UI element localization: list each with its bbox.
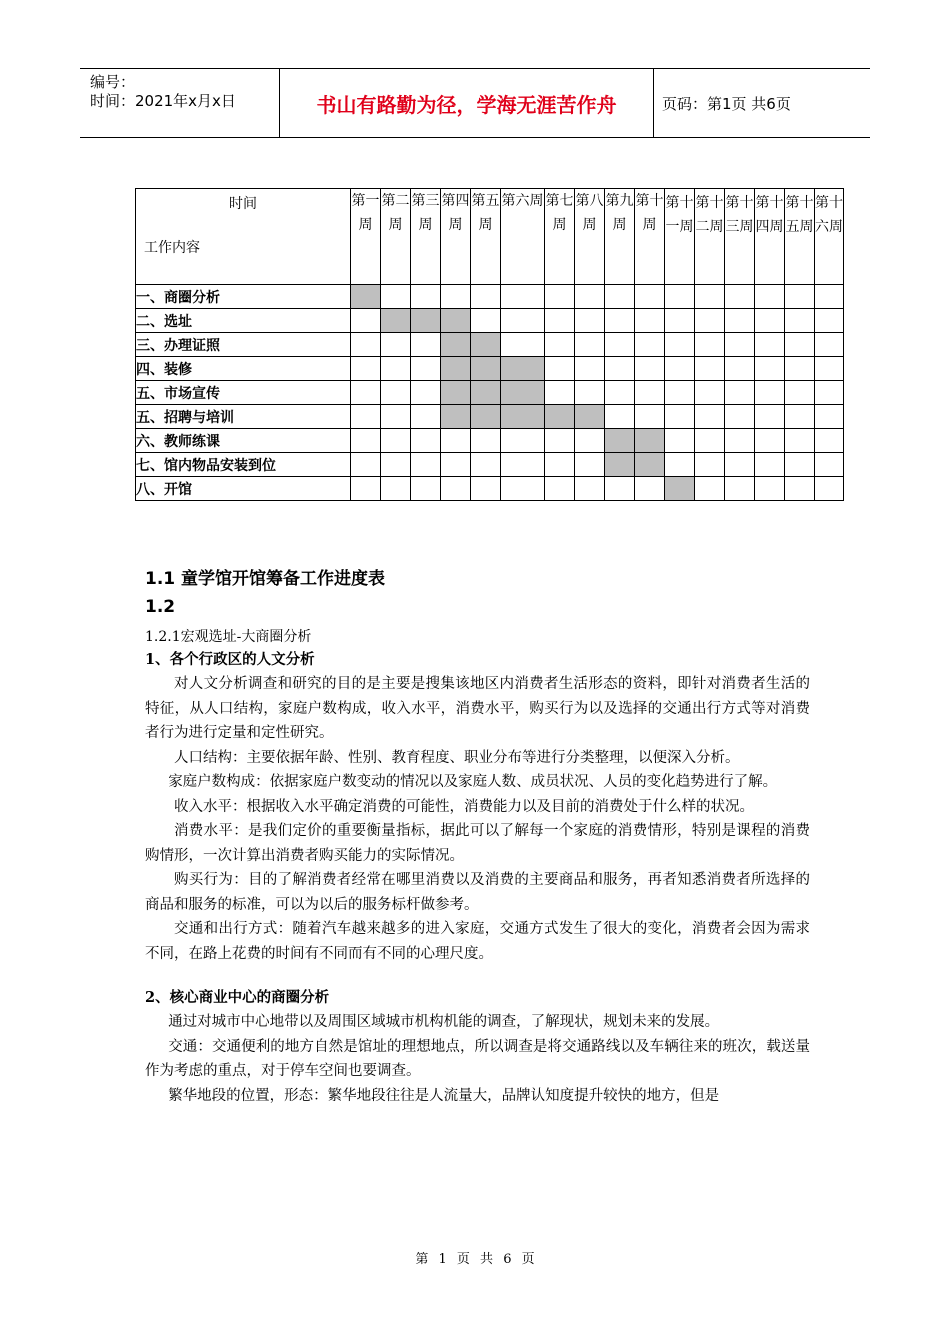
schedule-cell-active [471, 357, 501, 381]
week-header: 第三周 [411, 189, 441, 285]
schedule-cell [695, 285, 725, 309]
schedule-cell [501, 285, 545, 309]
schedule-cell [725, 477, 755, 501]
paragraph: 人口结构：主要依据年龄、性别、教育程度、职业分布等进行分类整理，以便深入分析。 [174, 749, 740, 766]
schedule-cell-active [351, 285, 381, 309]
week-header: 第十四周 [755, 189, 785, 285]
schedule-cell [441, 477, 471, 501]
task-label: 五、市场宣传 [136, 381, 351, 405]
schedule-cell [635, 405, 665, 429]
schedule-cell [785, 333, 815, 357]
schedule-row [136, 405, 844, 429]
schedule-cell-active [575, 405, 605, 429]
schedule-cell-active [501, 357, 545, 381]
schedule-cell [695, 453, 725, 477]
week-header: 第十周 [635, 189, 665, 285]
schedule-cell-active [665, 477, 695, 501]
schedule-cell [725, 381, 755, 405]
schedule-cell [351, 477, 381, 501]
schedule-cell [351, 405, 381, 429]
schedule-cell [575, 453, 605, 477]
schedule-cell-active [441, 405, 471, 429]
week-header: 第五周 [471, 189, 501, 285]
week-header: 第六周 [501, 189, 545, 285]
schedule-cell [785, 429, 815, 453]
schedule-cell [755, 309, 785, 333]
paragraph: 对人文分析调查和研究的目的是主要是搜集该地区内消费者生活形态的资料，即针对消费者生活的特征，从人口结构，家庭户数构成，收入水平，消费水平，购买行为以及选择的交通出行方式等对消费者行为进行定量和定性研究。 [145, 676, 810, 741]
schedule-cell [545, 285, 575, 309]
week-header: 第十三周 [725, 189, 755, 285]
schedule-row [136, 357, 844, 381]
task-label: 六、教师练课 [136, 429, 351, 453]
schedule-cell-active [411, 309, 441, 333]
schedule-cell [665, 309, 695, 333]
schedule-cell [411, 333, 441, 357]
schedule-cell [545, 333, 575, 357]
paragraph: 购买行为：目的了解消费者经常在哪里消费以及消费的主要商品和服务，再者知悉消费者所选择的商品和服务的标准，可以为以后的服务标杆做参考。 [145, 872, 810, 913]
schedule-cell [381, 333, 411, 357]
paragraph: 消费水平：是我们定价的重要衡量指标，据此可以了解每一个家庭的消费情形，特别是课程的消费购情形，一次计算出消费者购买能力的实际情况。 [145, 823, 810, 864]
schedule-cell [575, 429, 605, 453]
week-header: 第四周 [441, 189, 471, 285]
schedule-cell [411, 477, 441, 501]
schedule-cell [605, 333, 635, 357]
schedule-cell [695, 405, 725, 429]
schedule-cell [635, 357, 665, 381]
schedule-cell [501, 453, 545, 477]
week-header: 第十二周 [695, 189, 725, 285]
schedule-cell-active [501, 381, 545, 405]
header-meta [80, 69, 280, 137]
schedule-cell [411, 285, 441, 309]
schedule-cell [411, 381, 441, 405]
schedule-cell [665, 381, 695, 405]
schedule-cell [635, 333, 665, 357]
schedule-cell [665, 453, 695, 477]
schedule-cell [755, 285, 785, 309]
schedule-cell [785, 357, 815, 381]
schedule-cell [441, 285, 471, 309]
schedule-cell [815, 357, 844, 381]
doc-time-label: 时间：2021年x月x日 [90, 92, 236, 110]
schedule-cell [725, 429, 755, 453]
schedule-cell-active [441, 333, 471, 357]
schedule-cell [635, 309, 665, 333]
schedule-cell [545, 477, 575, 501]
section-2-title: 2、核心商业中心的商圈分析 [145, 989, 330, 1006]
schedule-cell [575, 381, 605, 405]
schedule-cell [785, 477, 815, 501]
schedule-cell [545, 309, 575, 333]
schedule-cell [815, 381, 844, 405]
schedule-cell [785, 309, 815, 333]
schedule-header-row [136, 189, 844, 285]
paragraph: 收入水平：根据收入水平确定消费的可能性，消费能力以及目前的消费处于什么样的状况。 [174, 798, 754, 815]
schedule-cell [725, 333, 755, 357]
schedule-cell [471, 453, 501, 477]
schedule-cell [411, 453, 441, 477]
schedule-cell [501, 429, 545, 453]
schedule-cell [725, 285, 755, 309]
schedule-cell [441, 429, 471, 453]
schedule-cell [545, 357, 575, 381]
schedule-cell [351, 333, 381, 357]
header-motto: 书山有路勤为径，学海无涯苦作舟 [280, 69, 654, 137]
corner-work-label: 工作内容 [144, 240, 200, 256]
schedule-cell [575, 357, 605, 381]
schedule-cell-active [501, 405, 545, 429]
heading-1-1: 1.1 童学馆开馆筹备工作进度表 [145, 569, 386, 589]
schedule-cell [755, 381, 785, 405]
schedule-corner-cell [136, 189, 351, 285]
schedule-cell-active [471, 381, 501, 405]
schedule-cell [605, 285, 635, 309]
schedule-cell [725, 405, 755, 429]
schedule-cell [815, 309, 844, 333]
schedule-cell [815, 429, 844, 453]
schedule-cell-active [441, 381, 471, 405]
schedule-cell [635, 477, 665, 501]
schedule-cell [471, 429, 501, 453]
schedule-cell [351, 309, 381, 333]
schedule-cell [695, 381, 725, 405]
schedule-cell [501, 309, 545, 333]
schedule-cell [695, 309, 725, 333]
schedule-cell [665, 405, 695, 429]
schedule-cell [545, 429, 575, 453]
schedule-cell-active [441, 309, 471, 333]
schedule-cell [351, 381, 381, 405]
task-label: 七、馆内物品安装到位 [136, 453, 351, 477]
task-label: 三、办理证照 [136, 333, 351, 357]
schedule-cell [605, 357, 635, 381]
schedule-cell [575, 333, 605, 357]
schedule-cell [665, 357, 695, 381]
schedule-cell [381, 285, 411, 309]
schedule-cell [381, 405, 411, 429]
schedule-cell [575, 309, 605, 333]
schedule-cell [785, 453, 815, 477]
schedule-cell [725, 453, 755, 477]
schedule-cell [471, 477, 501, 501]
doc-number-label: 编号： [90, 73, 136, 91]
paragraph: 交通和出行方式：随着汽车越来越多的进入家庭，交通方式发生了很大的变化，消费者会因为需求不同，在路上花费的时间有不同而有不同的心理尺度。 [145, 921, 810, 962]
schedule-cell [351, 429, 381, 453]
schedule-cell [635, 381, 665, 405]
task-label: 二、选址 [136, 309, 351, 333]
task-label: 四、装修 [136, 357, 351, 381]
schedule-cell [605, 405, 635, 429]
schedule-cell [695, 333, 725, 357]
schedule-cell [411, 429, 441, 453]
schedule-cell [501, 333, 545, 357]
schedule-cell [575, 477, 605, 501]
schedule-cell [755, 429, 785, 453]
schedule-cell [695, 357, 725, 381]
schedule-cell-active [381, 309, 411, 333]
document-body [145, 566, 810, 1108]
schedule-cell [381, 477, 411, 501]
schedule-row [136, 429, 844, 453]
schedule-cell [695, 477, 725, 501]
schedule-cell [815, 333, 844, 357]
schedule-cell [471, 285, 501, 309]
schedule-cell [575, 285, 605, 309]
heading-1-2: 1.2 [145, 597, 176, 617]
schedule-cell [725, 357, 755, 381]
paragraph: 繁华地段的位置，形态：繁华地段往往是人流量大，品牌认知度提升较快的地方，但是 [168, 1087, 720, 1104]
week-header: 第一周 [351, 189, 381, 285]
schedule-cell [755, 333, 785, 357]
paragraph: 通过对城市中心地带以及周围区域城市机构机能的调查，了解现状，规划未来的发展。 [168, 1014, 720, 1030]
corner-time-label: 时间 [229, 196, 257, 212]
schedule-cell [665, 429, 695, 453]
schedule-cell [695, 429, 725, 453]
schedule-cell-active [605, 429, 635, 453]
schedule-cell [815, 453, 844, 477]
schedule-cell [755, 357, 785, 381]
schedule-cell [755, 405, 785, 429]
schedule-cell-active [471, 405, 501, 429]
schedule-cell-active [471, 333, 501, 357]
task-label: 八、开馆 [136, 477, 351, 501]
schedule-cell-active [635, 453, 665, 477]
task-label: 一、商圈分析 [136, 285, 351, 309]
week-header: 第十五周 [785, 189, 815, 285]
schedule-row [136, 333, 844, 357]
header-page-info: 页码：第1页 共6页 [662, 94, 791, 113]
schedule-cell [635, 285, 665, 309]
section-1-title: 1、各个行政区的人文分析 [145, 651, 315, 668]
schedule-cell [785, 285, 815, 309]
paragraph: 交通：交通便利的地方自然是馆址的理想地点，所以调查是将交通路线以及车辆往来的班次，载送量作为考虑的重点，对于停车空间也要调查。 [145, 1038, 810, 1079]
schedule-row [136, 477, 844, 501]
schedule-cell-active [545, 405, 575, 429]
schedule-table [135, 188, 844, 501]
week-header: 第八周 [575, 189, 605, 285]
week-header: 第七周 [545, 189, 575, 285]
schedule-cell [815, 285, 844, 309]
section-1-paragraphs [145, 672, 810, 966]
schedule-cell [411, 357, 441, 381]
task-label: 五、招聘与培训 [136, 405, 351, 429]
heading-1-2-1: 1.2.1宏观选址-大商圈分析 [145, 629, 312, 645]
schedule-cell [545, 453, 575, 477]
schedule-cell-active [441, 357, 471, 381]
week-header: 第九周 [605, 189, 635, 285]
week-header: 第二周 [381, 189, 411, 285]
schedule-cell [815, 405, 844, 429]
schedule-cell-active [605, 453, 635, 477]
schedule-cell-active [635, 429, 665, 453]
schedule-cell [381, 429, 411, 453]
schedule-cell [665, 285, 695, 309]
schedule-cell [501, 477, 545, 501]
schedule-cell [785, 381, 815, 405]
page-header [80, 68, 870, 138]
week-header: 第十六周 [815, 189, 844, 285]
schedule-cell [665, 333, 695, 357]
schedule-cell [785, 405, 815, 429]
schedule-cell [351, 453, 381, 477]
schedule-cell [815, 477, 844, 501]
schedule-row [136, 453, 844, 477]
schedule-cell [381, 453, 411, 477]
paragraph: 家庭户数构成：依据家庭户数变动的情况以及家庭人数、成员状况、人员的变化趋势进行了解。 [168, 774, 778, 790]
schedule-cell [351, 357, 381, 381]
schedule-cell [411, 405, 441, 429]
schedule-cell [545, 381, 575, 405]
schedule-cell [605, 309, 635, 333]
schedule-body [136, 285, 844, 501]
schedule-cell [725, 309, 755, 333]
section-2-paragraphs [145, 1010, 810, 1108]
page-footer: 第 1 页 共 6 页 [415, 1252, 535, 1267]
schedule-row [136, 309, 844, 333]
schedule-cell [605, 477, 635, 501]
schedule-cell [755, 477, 785, 501]
schedule-cell [381, 381, 411, 405]
schedule-row [136, 381, 844, 405]
week-header: 第十一周 [665, 189, 695, 285]
schedule-cell [755, 453, 785, 477]
schedule-cell [471, 309, 501, 333]
schedule-cell [381, 357, 411, 381]
schedule-cell [441, 453, 471, 477]
schedule-cell [605, 381, 635, 405]
schedule-row [136, 285, 844, 309]
